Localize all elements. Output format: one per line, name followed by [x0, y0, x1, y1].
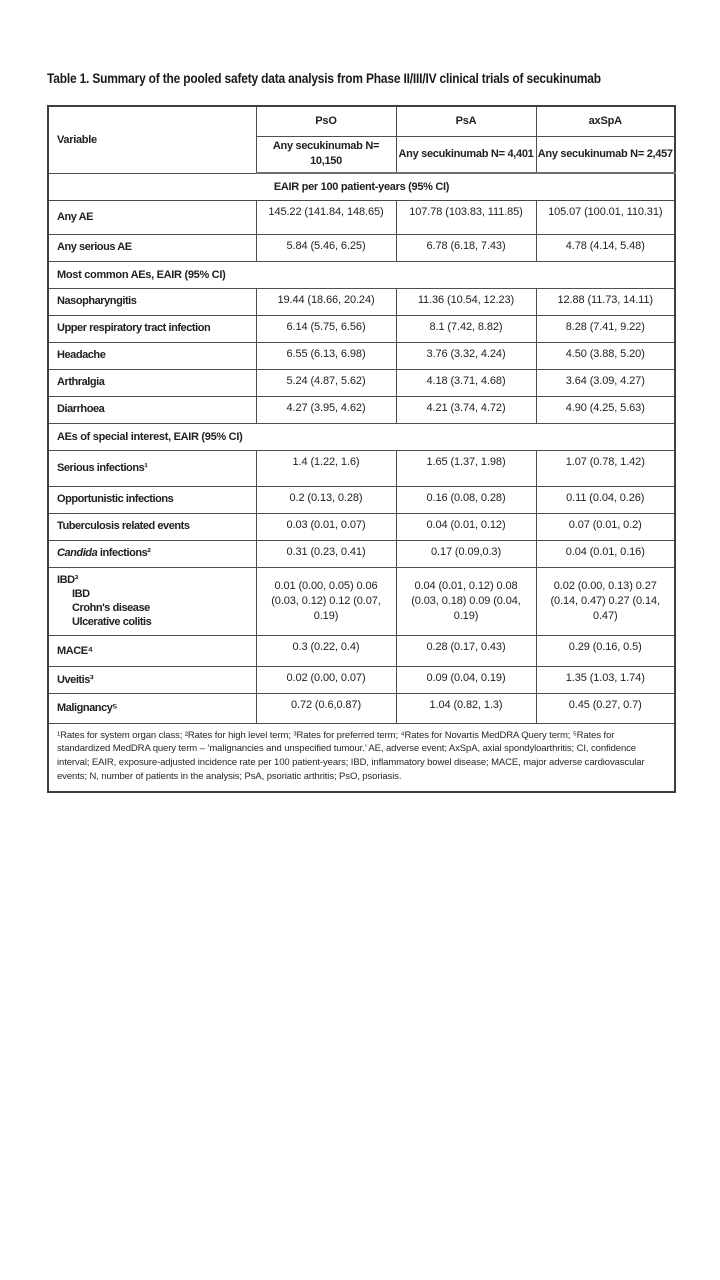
value-cell-axspa: 0.45 (0.27, 0.7): [536, 693, 675, 723]
candida-rest: infections²: [97, 547, 151, 560]
row-nasopharyngitis: [48, 288, 675, 315]
ibd-sub-ulcerative: Ulcerative colitis: [72, 616, 152, 629]
ibd-sub-ibd: IBD: [72, 587, 90, 600]
header-group-psa: PsA: [396, 106, 536, 136]
value-cell-pso: 0.02 (0.00, 0.07): [256, 666, 396, 693]
treatment-label: Any secukinumab: [398, 147, 489, 160]
value-cell-psa: 0.09 (0.04, 0.19): [396, 666, 536, 693]
value-line: 0.27 (0.14, 0.47): [550, 579, 657, 607]
section-common-label: Most common AEs, EAIR (95% CI): [48, 261, 675, 288]
value-line: 0.12 (0.07, 0.19): [313, 594, 381, 622]
value-cell-axspa: [536, 567, 675, 635]
row-candida-infections: [48, 540, 675, 567]
value-cell-pso: 0.03 (0.01, 0.07): [256, 513, 396, 540]
value-cell-axspa: 0.29 (0.16, 0.5): [536, 635, 675, 666]
header-treatment-pso: [256, 136, 396, 173]
n-count: N= 2,457: [630, 147, 673, 160]
label-cell: [48, 540, 256, 567]
value-cell-psa: 8.1 (7.42, 8.82): [396, 315, 536, 342]
value-cell-pso: 0.72 (0.6,0.87): [256, 693, 396, 723]
value-cell-axspa: 4.90 (4.25, 5.63): [536, 396, 675, 423]
header-treatment-axspa: [536, 136, 675, 173]
value-cell-axspa: 3.64 (3.09, 4.27): [536, 369, 675, 396]
value-cell-axspa: 4.78 (4.14, 5.48): [536, 234, 675, 261]
value-cell-psa: 4.18 (3.71, 4.68): [396, 369, 536, 396]
section-eair-row: [48, 173, 675, 200]
value-cell-psa: 11.36 (10.54, 12.23): [396, 288, 536, 315]
table-title: Table 1. Summary of the pooled safety data analysis from Phase II/III/IV clinical trials of secukinumab: [47, 71, 601, 86]
row-upper-respiratory-tract-infection: [48, 315, 675, 342]
value-cell-psa: 4.21 (3.74, 4.72): [396, 396, 536, 423]
value-cell-axspa: 8.28 (7.41, 9.22): [536, 315, 675, 342]
value-cell-psa: 0.16 (0.08, 0.28): [396, 486, 536, 513]
label-cell: Headache: [48, 342, 256, 369]
row-diarrhoea: [48, 396, 675, 423]
label-cell: Arthralgia: [48, 369, 256, 396]
label-cell: Nasopharyngitis: [48, 288, 256, 315]
value-cell-psa: 6.78 (6.18, 7.43): [396, 234, 536, 261]
safety-summary-table: [47, 105, 676, 793]
value-cell-pso: 145.22 (141.84, 148.65): [256, 200, 396, 234]
row-any-ae: [48, 200, 675, 234]
section-eair-label: EAIR per 100 patient-years (95% CI): [48, 173, 675, 200]
value-line: 0.09 (0.04, 0.19): [453, 594, 521, 622]
label-cell: Uveitis³: [48, 666, 256, 693]
row-headache: [48, 342, 675, 369]
row-serious-infections: [48, 450, 675, 486]
row-arthralgia: [48, 369, 675, 396]
label-cell: Diarrhoea: [48, 396, 256, 423]
header-variable: Variable: [48, 106, 256, 173]
header-group-pso: PsO: [256, 106, 396, 136]
label-cell: MACE⁴: [48, 635, 256, 666]
label-cell: Tuberculosis related events: [48, 513, 256, 540]
value-cell-pso: 0.2 (0.13, 0.28): [256, 486, 396, 513]
ibd-sub-crohns: Crohn's disease: [72, 602, 150, 615]
row-any-serious-ae: [48, 234, 675, 261]
value-cell-psa: 0.04 (0.01, 0.12): [396, 513, 536, 540]
value-line: 0.27 (0.14, 0.47): [592, 594, 661, 622]
value-line: 0.02 (0.00, 0.13): [553, 579, 633, 592]
value-cell-axspa: 4.50 (3.88, 5.20): [536, 342, 675, 369]
value-line: 0.06 (0.03, 0.12): [271, 579, 378, 607]
value-cell-axspa: 0.07 (0.01, 0.2): [536, 513, 675, 540]
section-special-label: AEs of special interest, EAIR (95% CI): [48, 423, 675, 450]
value-cell-pso: 6.55 (6.13, 6.98): [256, 342, 396, 369]
label-cell: Any AE: [48, 200, 256, 234]
value-line: 0.01 (0.00, 0.05): [274, 579, 354, 592]
row-ibd: [48, 567, 675, 635]
footnote-text: ¹Rates for system organ class; ²Rates for high level term; ³Rates for preferred term; ⁴Rates for Novartis MedDRA Query term; ⁵Rates for standardized MedDRA query term – ‘malignancies and unspecified tumour.’ AE, adverse event; AxSpA, axial spondyloarthritis; CI, confidence interval; EAIR, exposure-adjusted incidence rate per 100 patient-years; IBD, inflammatory bowel disease; MACE, major adverse cardiovascular events; N, number of patients in the analysis; PsA, psoriatic arthritis; PsO, psoriasis.: [48, 723, 675, 792]
n-count: N= 10,150: [310, 140, 380, 168]
value-cell-axspa: 12.88 (11.73, 14.11): [536, 288, 675, 315]
value-cell-psa: 107.78 (103.83, 111.85): [396, 200, 536, 234]
treatment-label: Any secukinumab: [272, 140, 363, 153]
label-cell: Serious infections¹: [48, 450, 256, 486]
header-group-row: [48, 106, 675, 136]
value-line: 0.04 (0.01, 0.12): [414, 579, 494, 592]
value-cell-pso: 5.84 (5.46, 6.25): [256, 234, 396, 261]
value-cell-pso: [256, 567, 396, 635]
value-cell-pso: 0.3 (0.22, 0.4): [256, 635, 396, 666]
value-cell-pso: 19.44 (18.66, 20.24): [256, 288, 396, 315]
section-special-row: [48, 423, 675, 450]
row-uveitis: [48, 666, 675, 693]
value-cell-pso: 6.14 (5.75, 6.56): [256, 315, 396, 342]
label-cell: Malignancy⁵: [48, 693, 256, 723]
value-cell-psa: 0.28 (0.17, 0.43): [396, 635, 536, 666]
value-cell-pso: 0.31 (0.23, 0.41): [256, 540, 396, 567]
value-cell-pso: 5.24 (4.87, 5.62): [256, 369, 396, 396]
value-cell-psa: 3.76 (3.32, 4.24): [396, 342, 536, 369]
value-cell-psa: 1.65 (1.37, 1.98): [396, 450, 536, 486]
label-cell: [48, 567, 256, 635]
value-cell-axspa: 0.11 (0.04, 0.26): [536, 486, 675, 513]
row-opportunistic-infections: [48, 486, 675, 513]
value-cell-psa: 1.04 (0.82, 1.3): [396, 693, 536, 723]
value-cell-axspa: 105.07 (100.01, 110.31): [536, 200, 675, 234]
n-count: N= 4,401: [490, 147, 534, 160]
value-cell-pso: 4.27 (3.95, 4.62): [256, 396, 396, 423]
value-line: 0.08 (0.03, 0.18): [411, 579, 518, 607]
row-mace: [48, 635, 675, 666]
row-malignancy: [48, 693, 675, 723]
table-title-row: [47, 70, 674, 90]
label-cell: Opportunistic infections: [48, 486, 256, 513]
row-tuberculosis-related-events: [48, 513, 675, 540]
value-cell-axspa: 1.35 (1.03, 1.74): [536, 666, 675, 693]
label-cell: Upper respiratory tract infection: [48, 315, 256, 342]
section-common-row: [48, 261, 675, 288]
candida-italic: Candida: [57, 547, 98, 560]
header-treatment-psa: [396, 136, 536, 173]
value-cell-axspa: 1.07 (0.78, 1.42): [536, 450, 675, 486]
value-cell-pso: 1.4 (1.22, 1.6): [256, 450, 396, 486]
footnote-row: [48, 723, 675, 792]
value-cell-axspa: 0.04 (0.01, 0.16): [536, 540, 675, 567]
ibd-heading: IBD³: [57, 573, 78, 586]
value-cell-psa: 0.17 (0.09,0.3): [396, 540, 536, 567]
header-group-axspa: axSpA: [536, 106, 675, 136]
label-cell: Any serious AE: [48, 234, 256, 261]
value-cell-psa: [396, 567, 536, 635]
treatment-label: Any secukinumab: [537, 147, 628, 160]
